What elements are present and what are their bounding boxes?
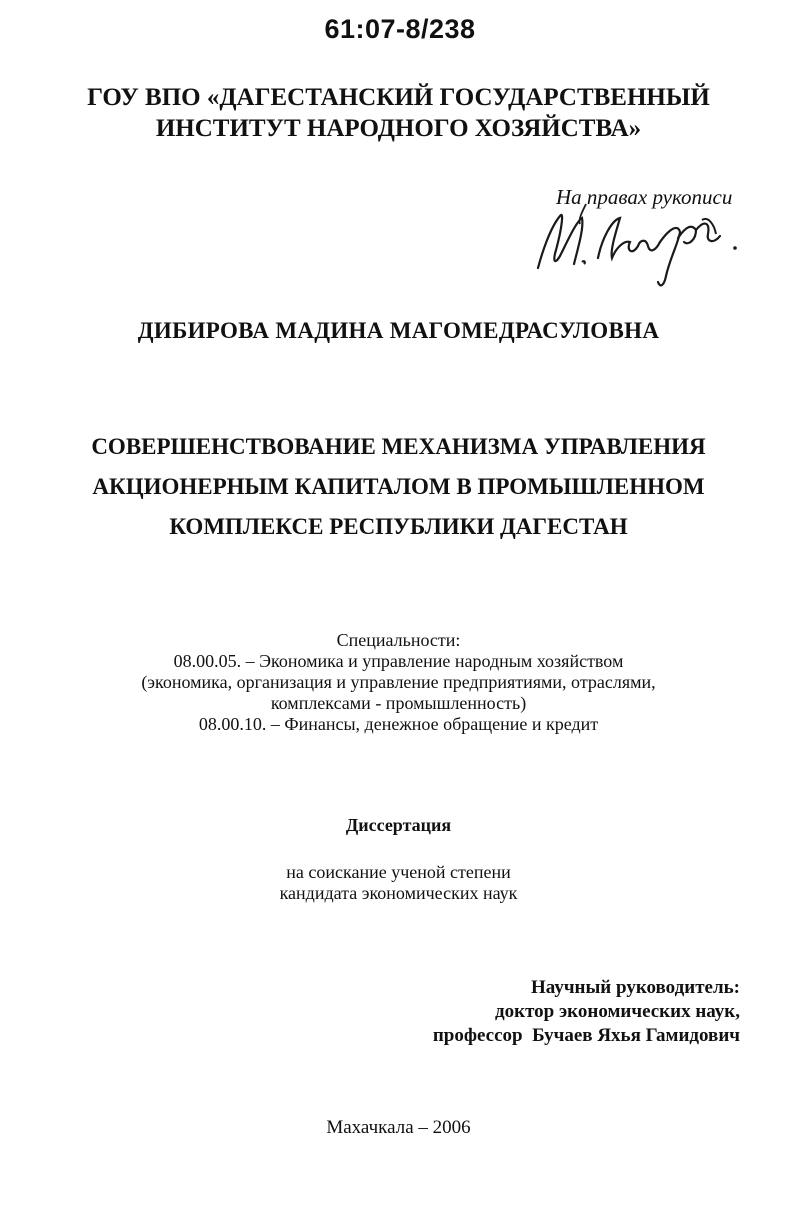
title-line-1: СОВЕРШЕНСТВОВАНИЕ МЕХАНИЗМА УПРАВЛЕНИЯ xyxy=(91,434,706,459)
city-year: Махачкала – 2006 xyxy=(326,1117,471,1138)
institution-line-2: ИНСТИТУТ НАРОДНОГО ХОЗЯЙСТВА» xyxy=(155,115,642,142)
institution-line-1: ГОУ ВПО «ДАГЕСТАНСКИЙ ГОСУДАРСТВЕННЫЙ xyxy=(87,84,710,111)
author-name: ДИБИРОВА МАДИНА МАГОМЕДРАСУЛОВНА xyxy=(137,318,660,343)
supervisor-block xyxy=(433,976,740,1048)
specialties-block xyxy=(0,630,797,735)
supervisor-degree: доктор экономических наук, xyxy=(495,1001,740,1022)
purpose-line-1: на соискание ученой степени xyxy=(286,862,511,882)
handwritten-signature xyxy=(520,198,760,293)
supervisor-name: профессор Бучаев Яхья Гамидович xyxy=(432,1025,740,1046)
dissertation-label: Диссертация xyxy=(345,815,452,835)
title-line-2: АКЦИОНЕРНЫМ КАПИТАЛОМ В ПРОМЫШЛЕННОМ xyxy=(92,474,705,499)
supervisor-label: Научный руководитель: xyxy=(531,977,740,998)
archive-code: 61:07-8/238 xyxy=(324,14,476,44)
dissertation-purpose xyxy=(0,862,797,904)
institution-name xyxy=(0,82,797,144)
title-line-3: КОМПЛЕКСЕ РЕСПУБЛИКИ ДАГЕСТАН xyxy=(169,514,628,539)
specialty-line-3: комплексами - промышленность) xyxy=(270,693,527,713)
purpose-line-2: кандидата экономических наук xyxy=(279,883,518,903)
specialty-line-4: 08.00.10. – Финансы, денежное обращение и кредит xyxy=(198,714,599,734)
specialties-heading: Специальности: xyxy=(336,630,461,650)
dissertation-title xyxy=(0,427,797,547)
specialty-line-1: 08.00.05. – Экономика и управление народным хозяйством xyxy=(173,651,624,671)
specialty-line-2: (экономика, организация и управление предприятиями, отраслями, xyxy=(141,672,656,692)
manuscript-note: На правах рукописи xyxy=(556,185,733,209)
